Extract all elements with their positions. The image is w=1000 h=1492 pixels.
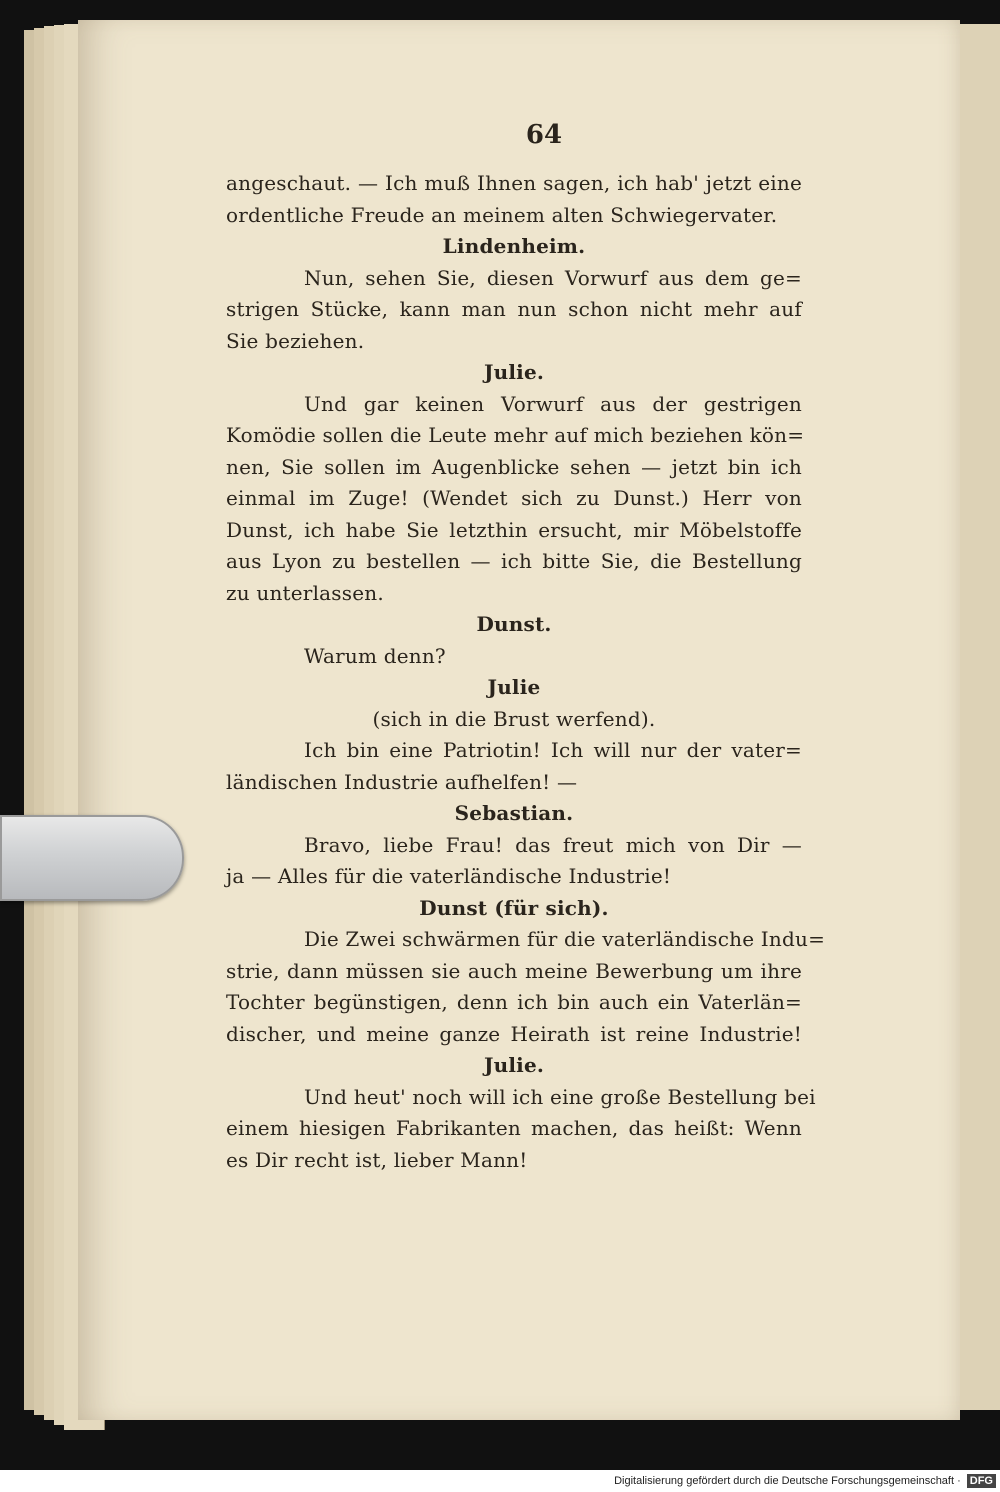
text-line: es Dir recht ist, lieber Mann! <box>226 1147 528 1172</box>
text-line: einem hiesigen Fabrikanten machen, das heißt: Wenn <box>226 1116 802 1140</box>
speaker-name: Julie. <box>483 360 545 384</box>
text-line: nen, Sie sollen im Augenblicke sehen — jetzt bin ich <box>226 454 802 479</box>
speaker-name: Dunst. <box>476 612 552 636</box>
speaker-name: Lindenheim. <box>442 234 586 258</box>
text-line: Und gar keinen Vorwurf aus der gestrigen <box>304 391 802 416</box>
text-line: Dunst, ich habe Sie letzthin ersucht, mir Möbelstoffe <box>226 517 802 542</box>
text-line: aus Lyon zu bestellen — ich bitte Sie, die Bestellung <box>226 549 802 573</box>
speaker-name: Julie <box>487 675 541 699</box>
speaker-name: Sebastian. <box>454 801 574 825</box>
footer-credit: Digitalisierung gefördert durch die Deutsche Forschungsgemeinschaft · <box>614 1475 961 1487</box>
speaker-name: Julie. <box>483 1053 545 1077</box>
text-line: zu unterlassen. <box>226 580 384 605</box>
bookmark-slip <box>0 815 184 901</box>
text-line: Warum denn? <box>304 643 446 668</box>
text-line: Sie beziehen. <box>226 328 365 353</box>
digitization-footer <box>0 1470 1000 1492</box>
text-line: Ich bin eine Patriotin! Ich will nur der vater= <box>304 738 802 762</box>
text-line: Die Zwei schwärmen für die vaterländische Indu= <box>304 927 826 951</box>
text-line: strigen Stücke, kann man nun schon nicht mehr auf <box>226 297 802 321</box>
page-number: 64 <box>525 120 563 150</box>
text-line: angeschaut. — Ich muß Ihnen sagen, ich hab' jetzt eine <box>226 171 802 195</box>
stage-direction: (sich in die Brust werfend). <box>372 706 656 731</box>
text-line: Bravo, liebe Frau! das freut mich von Dir — <box>304 832 802 857</box>
text-line: ja — Alles für die vaterländische Industrie! <box>226 864 672 888</box>
text-line: ländischen Industrie aufhelfen! — <box>226 769 578 794</box>
text-line: Nun, sehen Sie, diesen Vorwurf aus dem ge= <box>304 265 802 290</box>
text-line: discher, und meine ganze Heirath ist reine Industrie! <box>226 1021 802 1046</box>
text-line: ordentliche Freude an meinem alten Schwiegervater. <box>226 202 778 227</box>
page-text <box>226 120 826 1176</box>
text-line: Und heut' noch will ich eine große Bestellung bei <box>304 1084 816 1109</box>
text-line: strie, dann müssen sie auch meine Bewerbung um ihre <box>226 958 802 983</box>
text-line: einmal im Zuge! (Wendet sich zu Dunst.) Herr von <box>226 486 802 510</box>
text-line: Komödie sollen die Leute mehr auf mich beziehen kön= <box>226 423 805 447</box>
speaker-name: Dunst (für sich). <box>419 895 609 920</box>
text-line: Tochter begünstigen, denn ich bin auch ein Vaterlän= <box>226 990 802 1014</box>
dfg-logo: DFG <box>967 1474 996 1488</box>
